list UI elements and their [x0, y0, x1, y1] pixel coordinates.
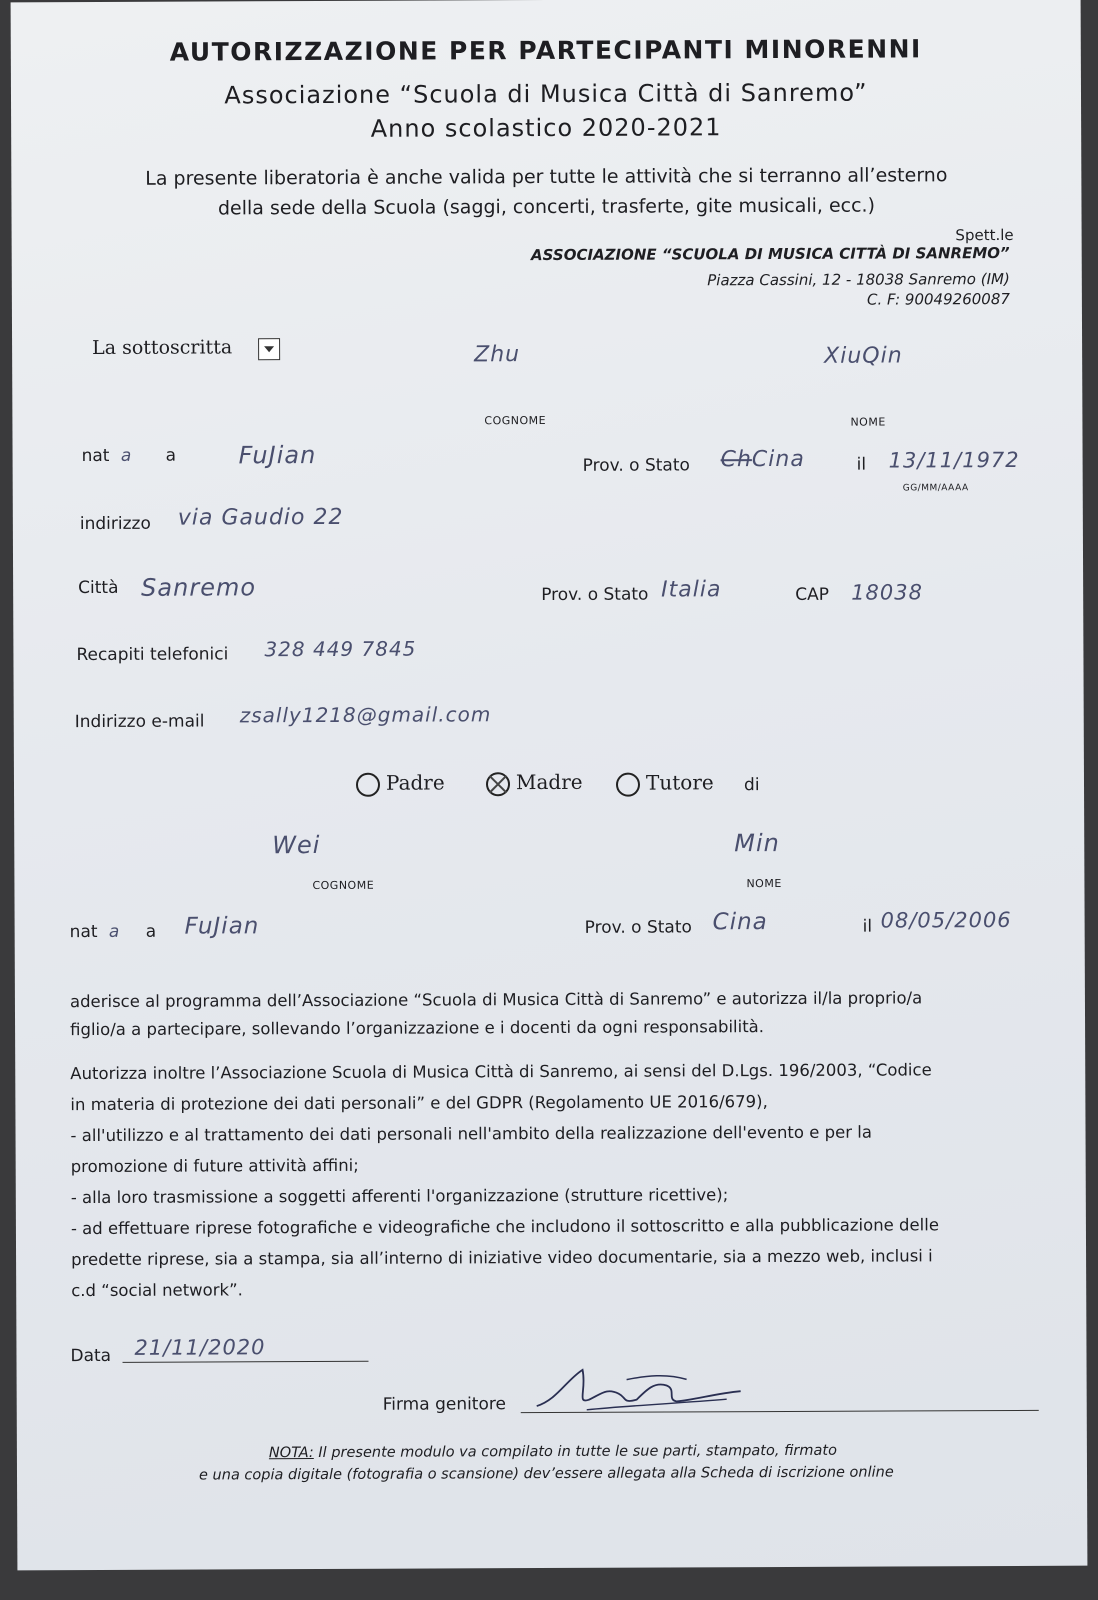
city-prov-label: Prov. o Stato [541, 584, 649, 606]
association-name: Associazione “Scuola di Musica Città di Sanremo” [224, 78, 868, 110]
intro-line-2: della sede della Scuola (saggi, concerti, trasferte, gite musicali, ecc.) [217, 194, 876, 220]
privacy-paragraph: Autorizza inoltre l’Associazione Scuola di Musica Città di Sanremo, ai sensi del D.Lgs. 196/2003, “Codice in materia di protezione dei dati personali” e del GDPR (Regolamento UE 2016/679), - all'utilizzo e al trattamento dei dati personali nell'ambito della realizzazione dell'evento e per la promozione di future attività affini; - alla loro trasmissione a soggetti afferenti l'organizzazione (strutture ricettive); - ad effettuare riprese fotografiche e videografiche che includono il sottoscritto e alla pubblicazione delle predette riprese, sia a stampa, sia all’interno di iniziative video documentarie, sia a mezzo web, inclusi i c.d “social network”. [70, 1060, 940, 1301]
city-label: Città [78, 577, 119, 599]
email-label: Indirizzo e-mail [74, 711, 205, 733]
child-name-caption: NOME [746, 876, 782, 891]
date-format-caption: GG/MM/AAAA [902, 483, 969, 494]
recipient-address: Piazza Cassini, 12 - 18038 Sanremo (IM) [707, 269, 1010, 290]
mother-radio[interactable] [486, 772, 510, 796]
parent-surname-field[interactable]: Zhu [474, 342, 521, 368]
relation-mother-option[interactable]: Madre [486, 770, 583, 796]
parent-name-caption: NOME [850, 415, 886, 429]
signature-label: Firma genitore [382, 1394, 506, 1415]
gender-dropdown[interactable] [258, 338, 280, 360]
consent-paragraph: aderisce al programma dell’Associazione “Scuola di Musica Città di Sanremo” e autorizza il/la proprio/a figlio/a a partecipare, sollevando l’organizzazione e i docenti da ogni responsabilità. [69, 988, 923, 1040]
form-title: AUTORIZZAZIONE PER PARTECIPANTI MINORENNI [169, 34, 922, 67]
date-label: Data [70, 1345, 112, 1367]
recipient-tax-code: C. F: 90049260087 [866, 289, 1010, 309]
note-line-1: NOTA: Il presente modulo va compilato in tutte le sue parti, stampato, firmato [268, 1442, 837, 1462]
date-field[interactable]: 21/11/2020 [134, 1335, 266, 1360]
relation-of-label: di [743, 775, 760, 796]
city-prov-field[interactable]: Italia [661, 577, 722, 603]
parent-prov-field[interactable]: ChCina [720, 446, 805, 473]
child-birthplace-field[interactable]: FuJian [184, 913, 260, 940]
recipient-name: ASSOCIAZIONE “SCUOLA DI MUSICA CITTÀ DI SANREMO” [530, 243, 1010, 265]
child-prov-field[interactable]: Cina [712, 909, 768, 936]
phone-label: Recapiti telefonici [76, 644, 229, 666]
child-prov-label: Prov. o Stato [584, 917, 692, 938]
relation-guardian-option[interactable]: Tutore [616, 770, 714, 796]
child-name-field[interactable]: Min [734, 828, 780, 858]
intro-line-1: La presente liberatoria è anche valida per tutte le attività che si terranno all’esterno [145, 164, 948, 190]
cap-label: CAP [795, 584, 829, 605]
undersigned-label: La sottoscritta [92, 336, 233, 359]
cap-field[interactable]: 18038 [851, 580, 924, 605]
child-born-label: nat a a [69, 921, 157, 943]
parent-surname-caption: COGNOME [484, 414, 547, 428]
city-field[interactable]: Sanremo [141, 573, 257, 602]
note-line-2: e una copia digitale (fotografia o scansione) dev’essere allegata alla Scheda di iscrizione online [198, 1464, 894, 1484]
child-surname-field[interactable]: Wei [272, 830, 321, 860]
parent-prov-label: Prov. o Stato [582, 455, 690, 476]
parent-birthdate-field[interactable]: 13/11/1972 [888, 447, 1020, 473]
father-radio[interactable] [356, 772, 380, 796]
parent-name-field[interactable]: XiuQin [824, 343, 903, 369]
guardian-radio[interactable] [616, 772, 640, 796]
child-surname-caption: COGNOME [312, 878, 375, 893]
email-field[interactable]: zsally1218@gmail.com [239, 702, 492, 728]
relation-father-option[interactable]: Padre [356, 770, 445, 796]
parent-born-label: nat a a [81, 445, 177, 467]
note-label: NOTA: [268, 1445, 314, 1462]
parent-signature[interactable] [527, 1359, 747, 1416]
child-date-label: il [862, 916, 873, 937]
date-line [123, 1361, 369, 1363]
recipient-salutation: Spett.le [955, 225, 1014, 245]
parent-prov-scribble: Ch [720, 447, 752, 473]
parent-date-label: il [856, 454, 867, 475]
address-label: indirizzo [79, 513, 151, 535]
phone-field[interactable]: 328 449 7845 [264, 636, 417, 662]
school-year: Anno scolastico 2020-2021 [370, 113, 722, 143]
child-birthdate-field[interactable]: 08/05/2006 [880, 907, 1012, 933]
parent-birthplace-field[interactable]: FuJian [238, 441, 317, 470]
form-page [11, 0, 1088, 1570]
address-field[interactable]: via Gaudio 22 [177, 504, 344, 531]
